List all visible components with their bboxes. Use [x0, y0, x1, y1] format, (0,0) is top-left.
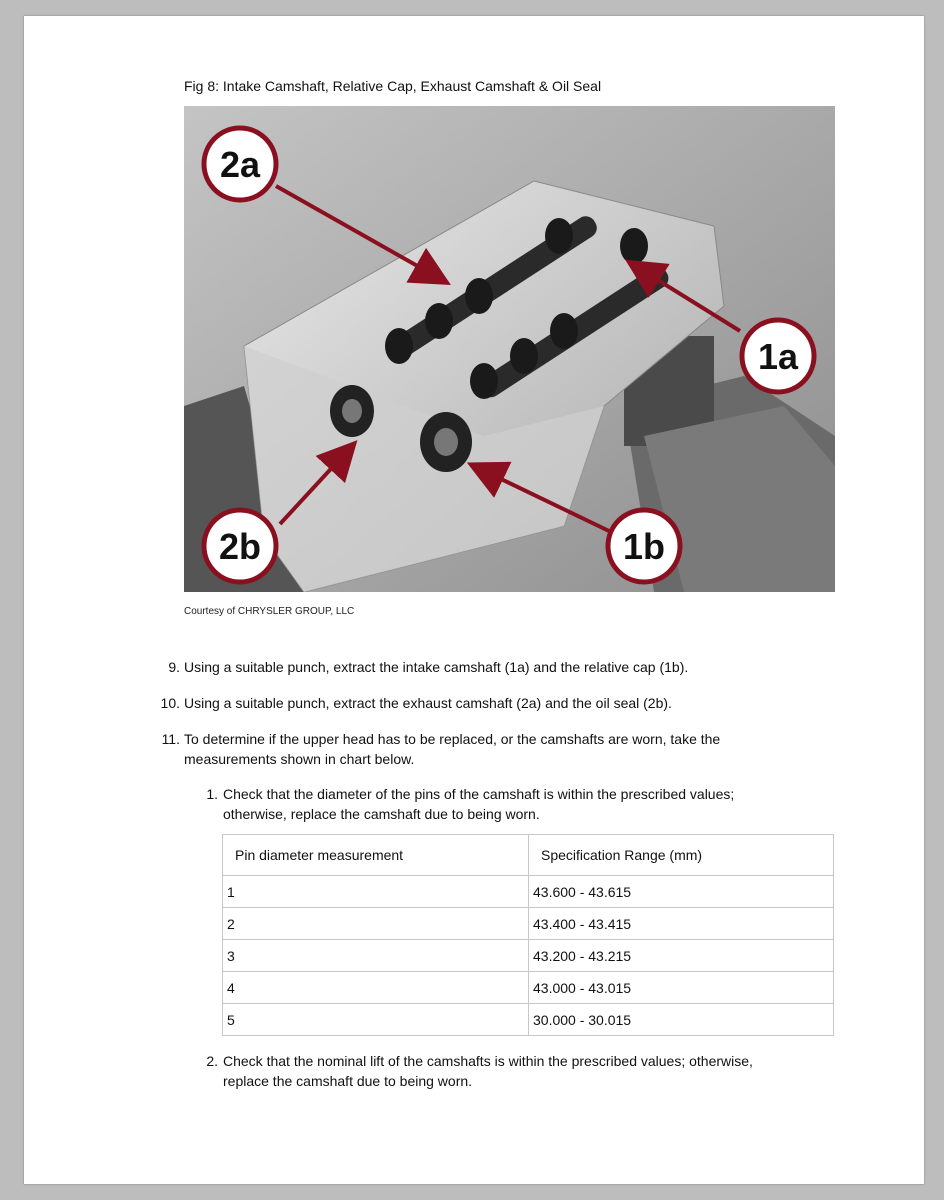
step-text: Using a suitable punch, extract the exhaust camshaft (2a) and the oil seal (2b). [184, 695, 672, 711]
step-number: 10. [160, 695, 180, 711]
table-row [223, 1004, 834, 1036]
table-row [223, 876, 834, 908]
substep-text-line1: Check that the nominal lift of the camshafts is within the prescribed values; otherwise, [223, 1053, 753, 1069]
table-header-cell: Pin diameter measurement [223, 835, 529, 876]
substep-number: 2. [206, 1053, 218, 1069]
pin-diameter-table [222, 834, 834, 1036]
table-row [223, 940, 834, 972]
svg-text:1b: 1b [622, 526, 666, 567]
table-header-cell: Specification Range (mm) [529, 835, 834, 876]
table-cell: 3 [223, 940, 529, 972]
figure-title: Fig 8: Intake Camshaft, Relative Cap, Exhaust Camshaft & Oil Seal [184, 78, 602, 94]
callout-2a [204, 128, 276, 200]
table-cell: 43.000 - 43.015 [529, 972, 834, 1004]
step-text-line1: To determine if the upper head has to be replaced, or the camshafts are worn, take the [184, 731, 721, 747]
substep-number: 1. [206, 786, 218, 802]
step-number: 9. [168, 659, 180, 675]
table-row [223, 972, 834, 1004]
figure-courtesy: Courtesy of CHRYSLER GROUP, LLC [184, 606, 355, 617]
camshaft-photo [184, 106, 835, 592]
table-cell: 43.400 - 43.415 [529, 908, 834, 940]
callout-1b [608, 510, 680, 582]
table-cell: 5 [223, 1004, 529, 1036]
table-header-row [223, 835, 834, 876]
svg-text:2a: 2a [219, 144, 261, 185]
step-text-line2: measurements shown in chart below. [184, 751, 415, 767]
svg-text:2b: 2b [218, 526, 262, 567]
table-row [223, 908, 834, 940]
table-cell: 30.000 - 30.015 [529, 1004, 834, 1036]
table-cell: 43.200 - 43.215 [529, 940, 834, 972]
document-page [24, 16, 924, 1184]
substep-text-line2: replace the camshaft due to being worn. [223, 1073, 473, 1089]
substep-text-line1: Check that the diameter of the pins of the camshaft is within the prescribed values; [223, 786, 735, 802]
substep-text-line2: otherwise, replace the camshaft due to being worn. [223, 806, 540, 822]
table-cell: 43.600 - 43.615 [529, 876, 834, 908]
callout-2b [204, 510, 276, 582]
table-cell: 2 [223, 908, 529, 940]
camshaft-figure [184, 106, 835, 592]
step-text: Using a suitable punch, extract the intake camshaft (1a) and the relative cap (1b). [184, 659, 689, 675]
callout-1a [742, 320, 814, 392]
table-cell: 4 [223, 972, 529, 1004]
svg-text:1a: 1a [757, 336, 799, 377]
step-number: 11. [161, 731, 180, 747]
table-cell: 1 [223, 876, 529, 908]
